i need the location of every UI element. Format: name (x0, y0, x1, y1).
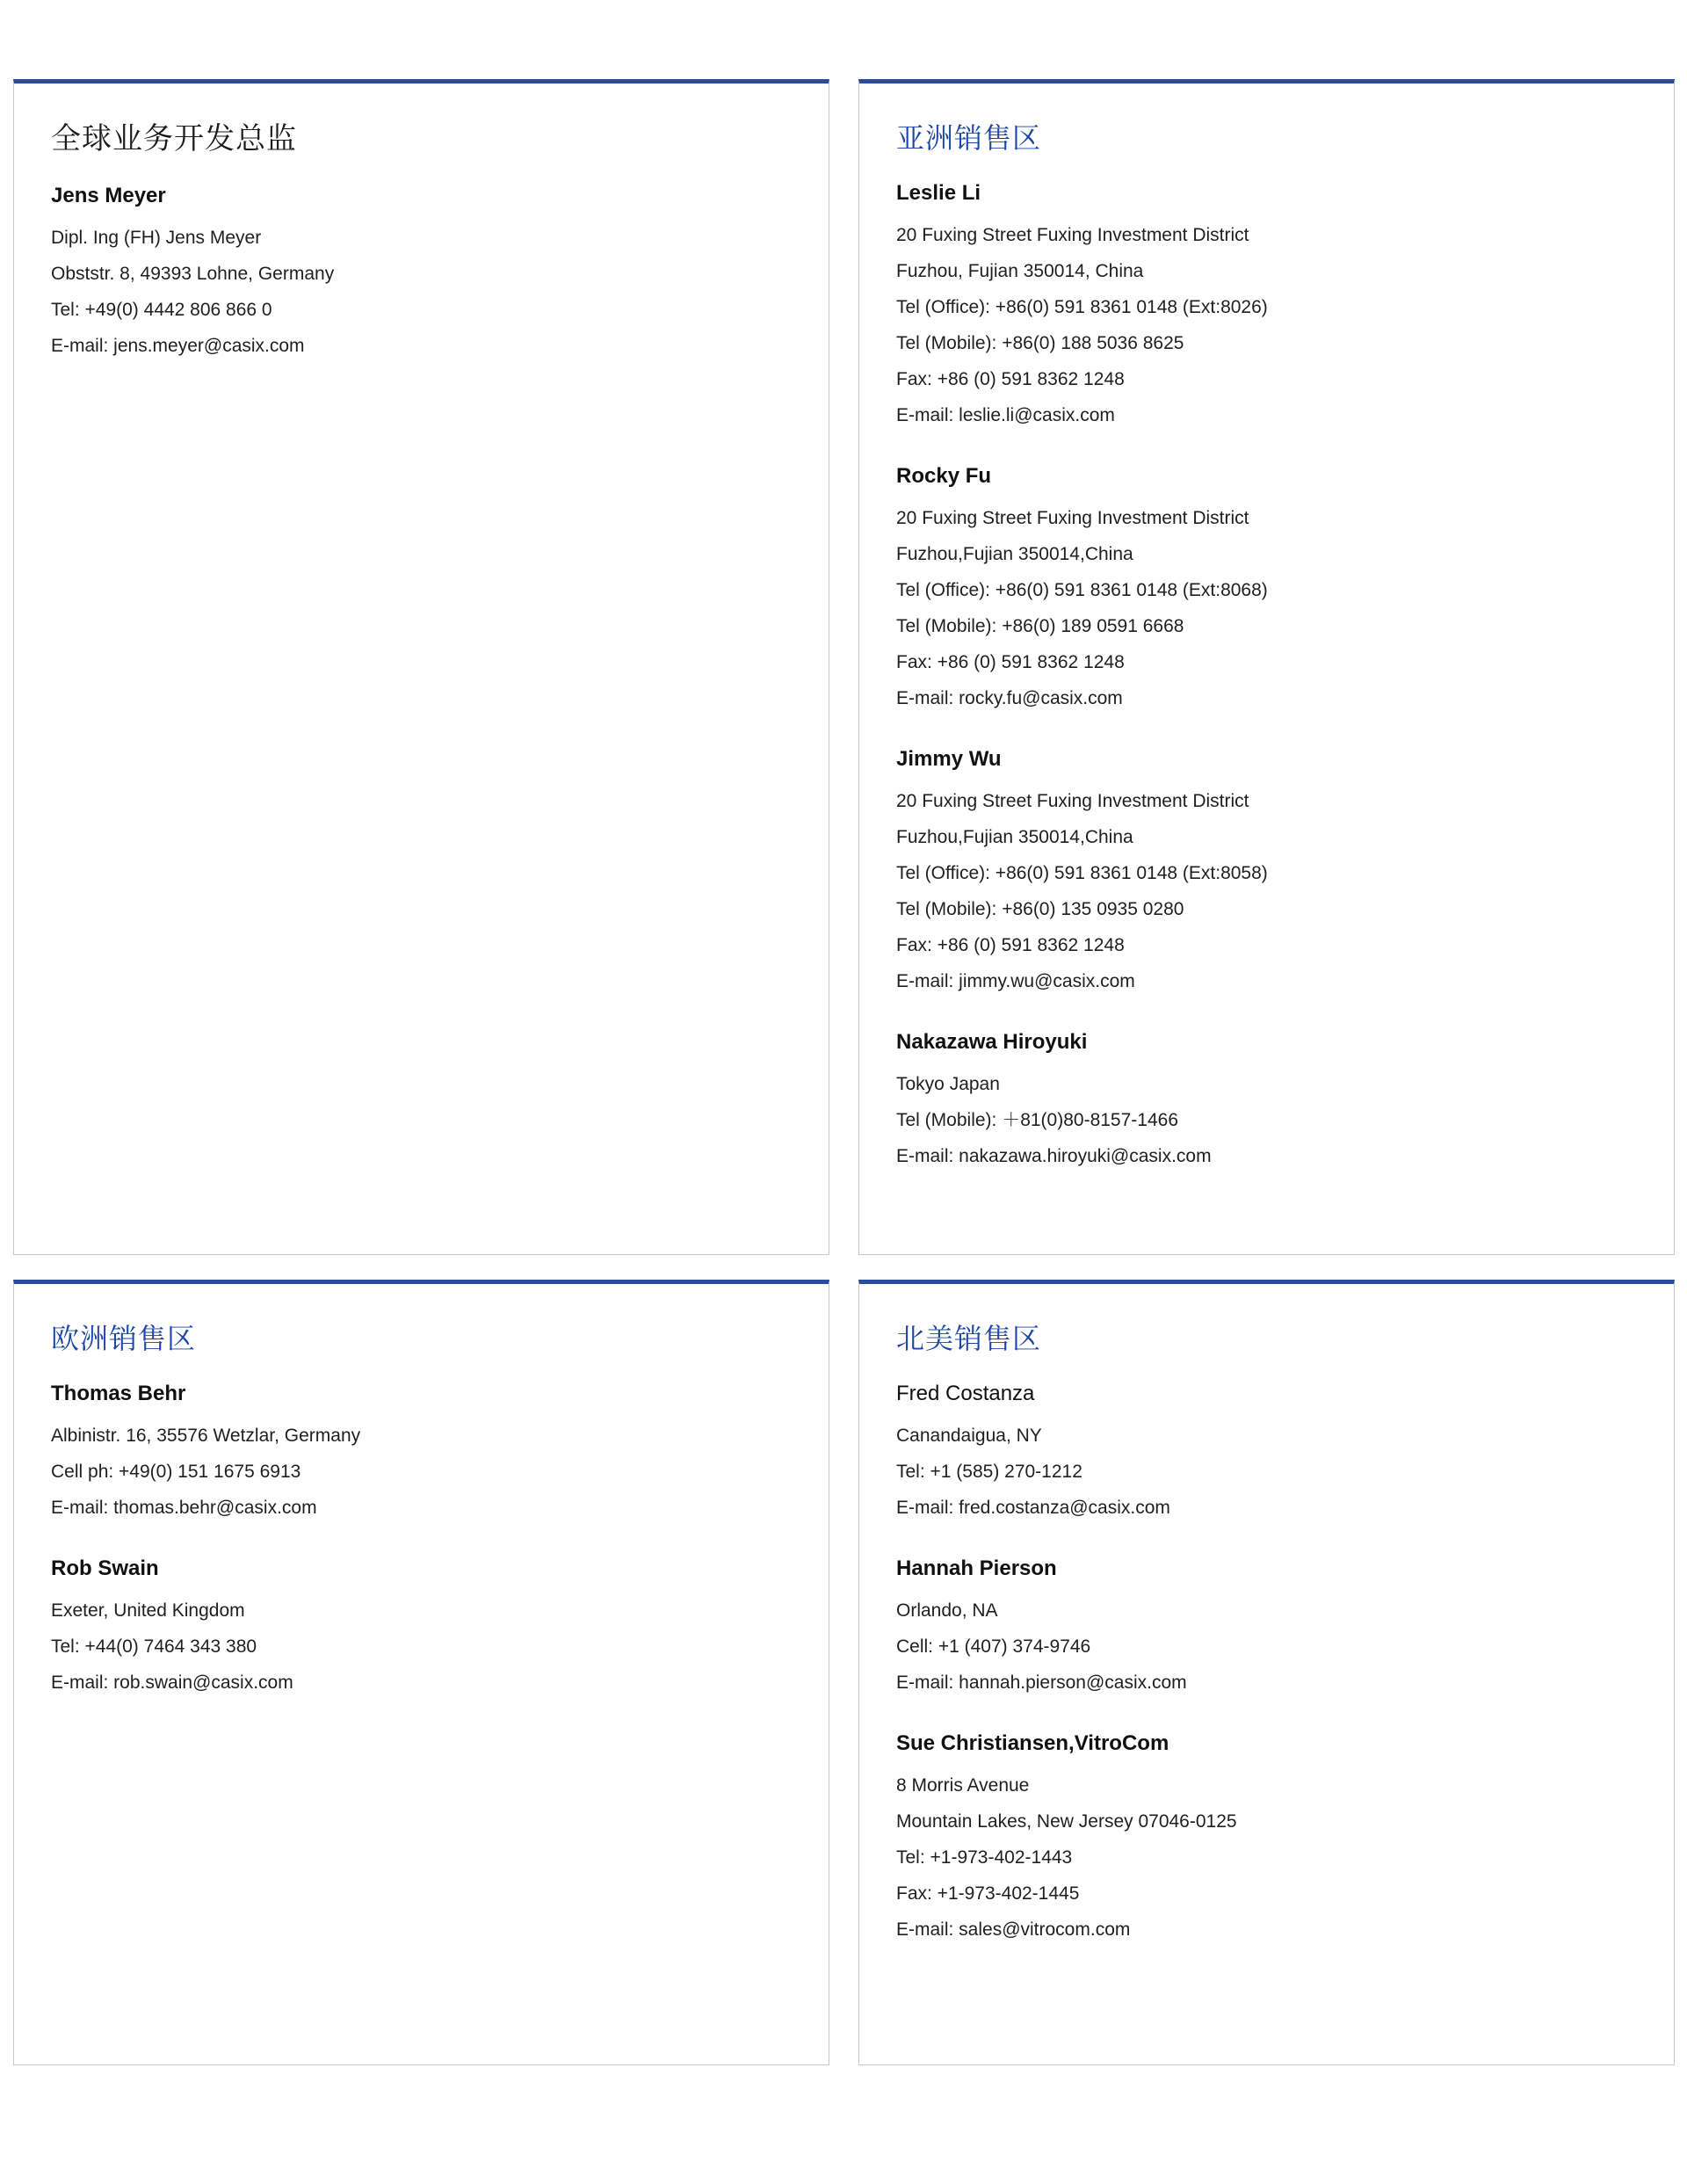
contact-line-phone: Tel (Office): +86(0) 591 8361 0148 (Ext:8058) (896, 863, 1268, 883)
person-name: Rocky Fu (896, 464, 992, 488)
contact-line-phone: Tel: +1-973-402-1443 (896, 1847, 1073, 1868)
panel-title: 全球业务开发总监 (51, 122, 297, 156)
contact-line-fax: Fax: +86 (0) 591 8362 1248 (896, 652, 1125, 672)
contact-line-address: Albinistr. 16, 35576 Wetzlar, Germany (51, 1426, 361, 1446)
contact-card (896, 1381, 1639, 1526)
contact-line-phone: Tel: +44(0) 7464 343 380 (51, 1636, 257, 1657)
person-name: Nakazawa Hiroyuki (896, 1030, 1088, 1054)
person-name: Jimmy Wu (896, 747, 1002, 771)
contact-card (896, 1556, 1639, 1701)
person-name: Rob Swain (51, 1556, 159, 1580)
contact-card (51, 183, 793, 364)
contact-line-address: Exeter, United Kingdom (51, 1600, 245, 1621)
person-name: Jens Meyer (51, 183, 166, 207)
panel-title: 欧洲销售区 (51, 1323, 197, 1354)
panel-asia-sales (858, 79, 1675, 1255)
panel-title: 亚洲销售区 (896, 122, 1042, 154)
contact-line-phone: Tel: +1 (585) 270-1212 (896, 1462, 1082, 1482)
contact-line-phone: Cell: +1 (407) 374-9746 (896, 1636, 1091, 1657)
panel-north-america-sales (858, 1280, 1675, 2065)
contact-line-phone: Tel: +49(0) 4442 806 866 0 (51, 299, 272, 320)
contact-line: Obststr. 8, 49393 Lohne, Germany (51, 263, 335, 284)
contact-line-phone: Tel (Mobile): ＋81(0)80-8157-1466 (896, 1110, 1178, 1130)
contact-line-address: 20 Fuxing Street Fuxing Investment District (896, 791, 1249, 811)
contact-card (896, 1731, 1639, 1948)
contact-line-email: E-mail: leslie.li@casix.com (896, 405, 1115, 425)
contact-line-phone: Tel (Mobile): +86(0) 135 0935 0280 (896, 899, 1184, 919)
contact-line-address: Fuzhou, Fujian 350014, China (896, 261, 1144, 281)
contact-card (896, 746, 1639, 999)
contact-line-address: 20 Fuxing Street Fuxing Investment District (896, 508, 1249, 528)
contact-line-email: E-mail: fred.costanza@casix.com (896, 1498, 1170, 1518)
contact-line-email: E-mail: thomas.behr@casix.com (51, 1498, 317, 1518)
person-name: Sue Christiansen,VitroCom (896, 1731, 1169, 1755)
contact-line-address: 8 Morris Avenue (896, 1775, 1030, 1796)
contact-card (51, 1556, 793, 1701)
contact-line: Dipl. Ing (FH) Jens Meyer (51, 227, 262, 248)
contact-line-email: E-mail: sales@vitrocom.com (896, 1919, 1131, 1940)
contact-line-email: E-mail: jens.meyer@casix.com (51, 335, 305, 356)
contact-line-phone: Tel (Mobile): +86(0) 189 0591 6668 (896, 616, 1184, 636)
contact-line-phone: Tel (Office): +86(0) 591 8361 0148 (Ext:8026) (896, 297, 1268, 317)
contact-card (896, 180, 1639, 433)
contact-card (896, 1029, 1639, 1174)
contact-line-phone: Tel (Mobile): +86(0) 188 5036 8625 (896, 333, 1184, 353)
contact-line-address: Fuzhou,Fujian 350014,China (896, 544, 1133, 564)
person-name: Leslie Li (896, 181, 981, 205)
contact-card (51, 1381, 793, 1526)
contact-cards-grid (13, 79, 1675, 2065)
contact-line-address: Mountain Lakes, New Jersey 07046-0125 (896, 1811, 1237, 1832)
panel-europe-sales (13, 1280, 829, 2065)
panel-title: 北美销售区 (896, 1323, 1042, 1354)
person-name: Fred Costanza (896, 1382, 1035, 1405)
panel-global-bd (13, 79, 829, 1255)
contact-line-phone: Cell ph: +49(0) 151 1675 6913 (51, 1462, 301, 1482)
person-name: Thomas Behr (51, 1382, 186, 1405)
contact-line-address: Fuzhou,Fujian 350014,China (896, 827, 1133, 847)
contact-line-fax: Fax: +86 (0) 591 8362 1248 (896, 369, 1125, 389)
contact-line-phone: Tel (Office): +86(0) 591 8361 0148 (Ext:8068) (896, 580, 1268, 600)
contact-line-email: E-mail: rocky.fu@casix.com (896, 688, 1123, 708)
contact-line-email: E-mail: jimmy.wu@casix.com (896, 971, 1135, 991)
contact-line-address: 20 Fuxing Street Fuxing Investment District (896, 225, 1249, 245)
contact-line-fax: Fax: +1-973-402-1445 (896, 1883, 1080, 1904)
contact-line-address: Orlando, NA (896, 1600, 998, 1621)
person-name: Hannah Pierson (896, 1556, 1057, 1580)
contact-line-fax: Fax: +86 (0) 591 8362 1248 (896, 935, 1125, 955)
contact-line-email: E-mail: nakazawa.hiroyuki@casix.com (896, 1146, 1212, 1166)
contact-card (896, 463, 1639, 716)
contact-line-address: Canandaigua, NY (896, 1426, 1042, 1446)
contact-line-address: Tokyo Japan (896, 1074, 1000, 1094)
contact-line-email: E-mail: hannah.pierson@casix.com (896, 1672, 1187, 1693)
contact-line-email: E-mail: rob.swain@casix.com (51, 1672, 293, 1693)
